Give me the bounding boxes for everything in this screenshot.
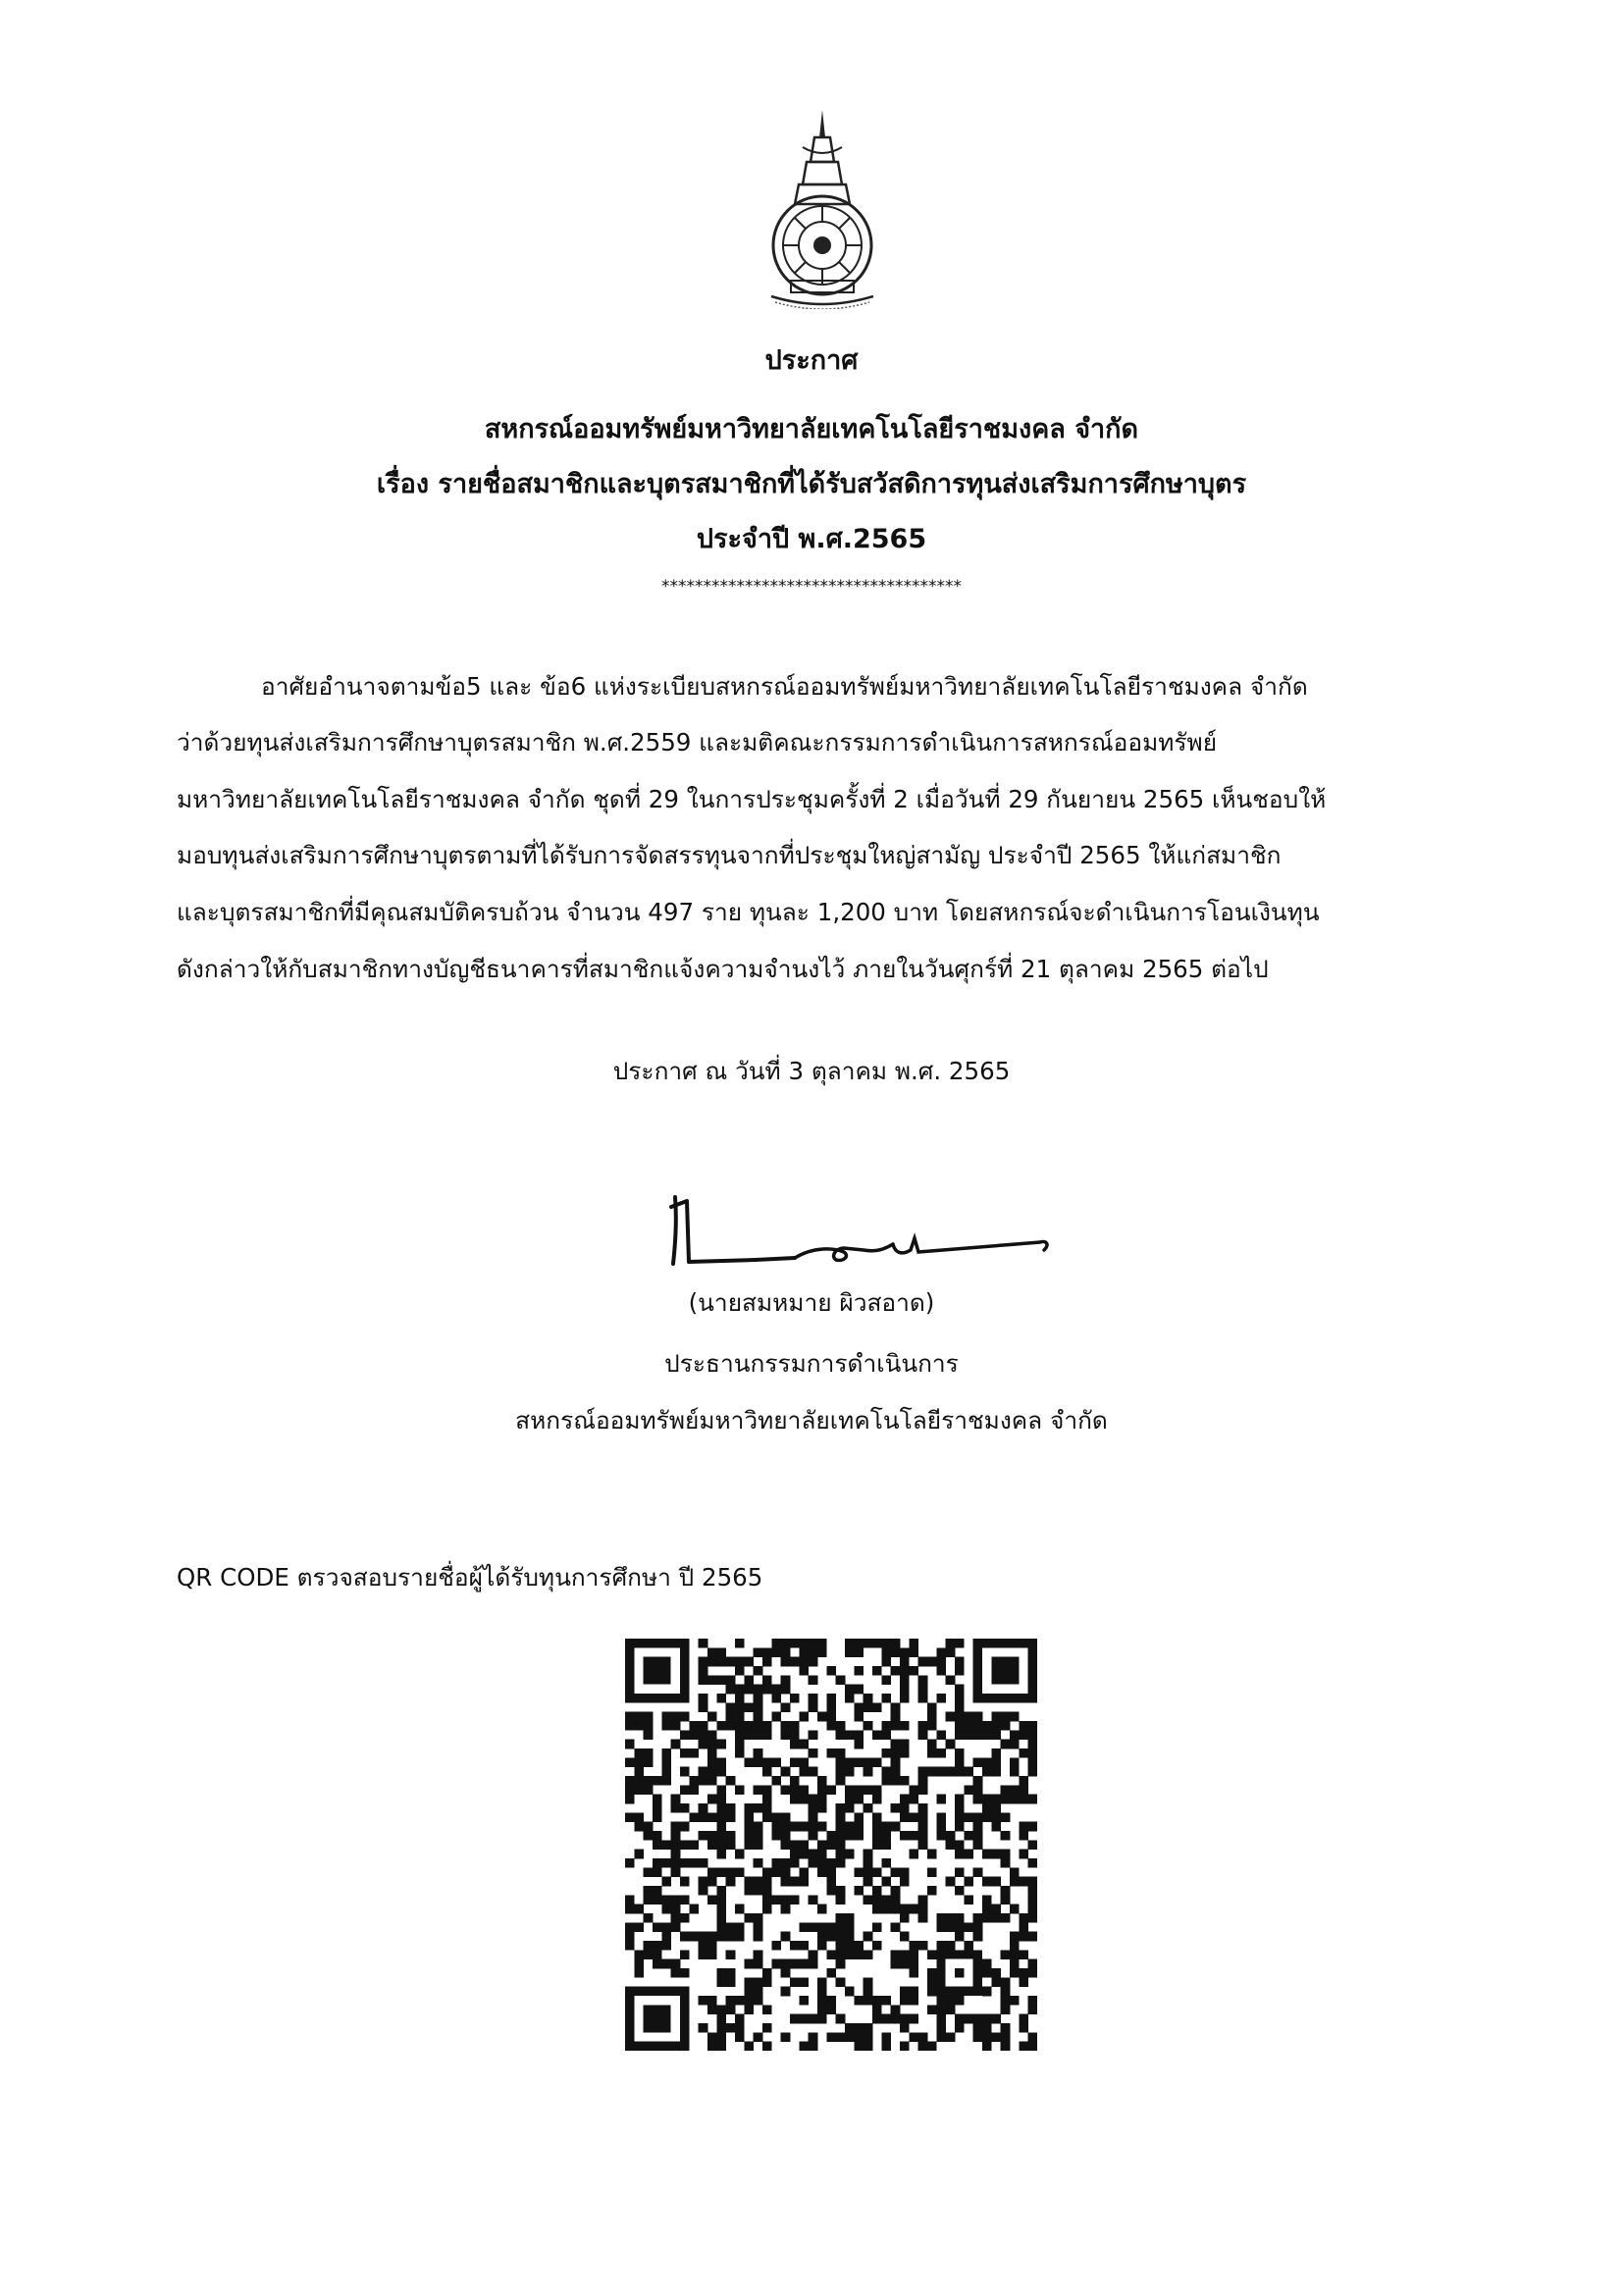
handwritten-signature bbox=[648, 1168, 1060, 1276]
body-line: และบุตรสมาชิกที่มีคุณสมบัติครบถ้วน จำนวน 497 ราย ทุนละ 1,200 บาท โดยสหกรณ์จะดำเนินการโอนเงินทุน bbox=[177, 898, 1320, 926]
qr-caption: QR CODE ตรวจสอบรายชื่อผู้ได้รับทุนการศึกษา ปี 2565 bbox=[177, 1563, 763, 1592]
signatory-organization: สหกรณ์ออมทรัพย์มหาวิทยาลัยเทคโนโลยีราชมงคล จำกัด bbox=[515, 1406, 1108, 1435]
document-year: ประจำปี พ.ศ.2565 bbox=[696, 524, 927, 554]
body-line: อาศัยอำนาจตามข้อ5 และ ข้อ6 แห่งระเบียบสหกรณ์ออมทรัพย์มหาวิทยาลัยเทคโนโลยีราชมงคล จำกัด bbox=[261, 672, 1308, 701]
organization-name: สหกรณ์ออมทรัพย์มหาวิทยาลัยเทคโนโลยีราชมงคล จำกัด bbox=[484, 414, 1139, 444]
body-line: ว่าด้วยทุนส่งเสริมการศึกษาบุตรสมาชิก พ.ศ.2559 และมติคณะกรรมการดำเนินการสหกรณ์ออมทรัพย์ bbox=[177, 728, 1218, 757]
body-line: มอบทุนส่งเสริมการศึกษาบุตรตามที่ได้รับการจัดสรรทุนจากที่ประชุมใหญ่สามัญ ประจำปี 2565 ให้แก่สมาชิก bbox=[177, 841, 1282, 869]
announcement-date: ประกาศ ณ วันที่ 3 ตุลาคม พ.ศ. 2565 bbox=[612, 1057, 1011, 1085]
university-emblem-icon bbox=[763, 108, 881, 309]
body-line: มหาวิทยาลัยเทคโนโลยีราชมงคล จำกัด ชุดที่ 29 ในการประชุมครั้งที่ 2 เมื่อวันที่ 29 กันยายน 2565 เห็นชอบให้ bbox=[177, 785, 1327, 813]
document-subject: เรื่อง รายชื่อสมาชิกและบุตรสมาชิกที่ได้รับสวัสดิการทุนส่งเสริมการศึกษาบุตร bbox=[376, 469, 1247, 499]
document-title: ประกาศ bbox=[764, 345, 859, 376]
qr-code[interactable] bbox=[625, 1639, 1037, 2051]
signatory-position: ประธานกรรมการดำเนินการ bbox=[664, 1349, 959, 1378]
separator-line: ************************************ bbox=[661, 577, 962, 597]
body-line: ดังกล่าวให้กับสมาชิกทางบัญชีธนาคารที่สมาชิกแจ้งความจำนงไว้ ภายในวันศุกร์ที่ 21 ตุลาคม 2565 ต่อไป bbox=[177, 955, 1269, 983]
signatory-name: (นายสมหมาย ผิวสอาด) bbox=[688, 1288, 935, 1317]
